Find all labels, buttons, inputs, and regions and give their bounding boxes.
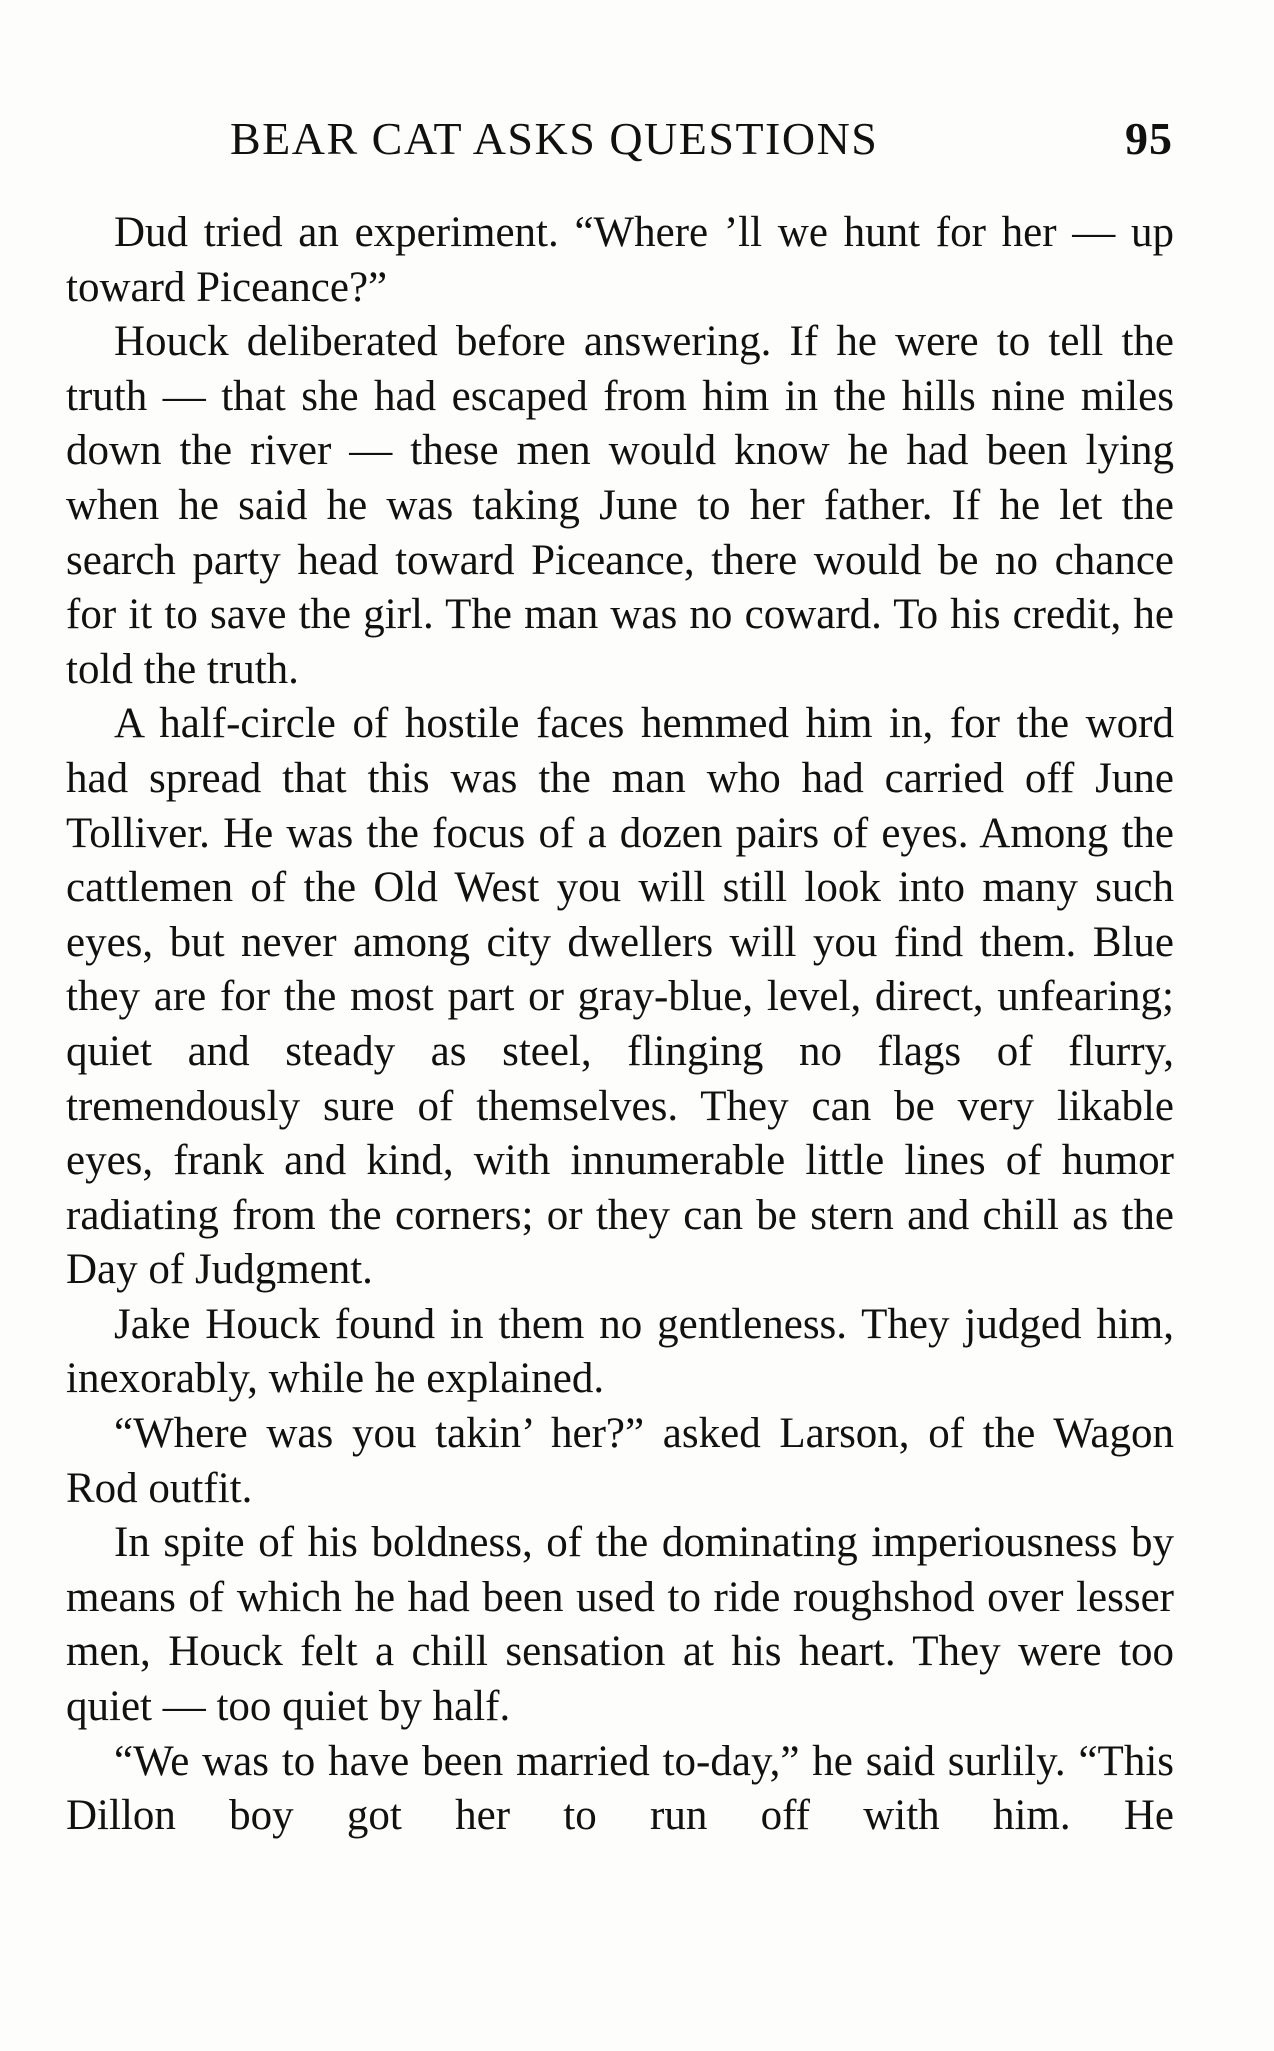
page-number: 95 [1125,113,1173,164]
body-text [66,206,1174,1844]
paragraph: Houck deliberated before answering. If he were to tell the truth — that she had escaped from him in the hills nine miles down the river — these men would know he had been lying when he said he was taking June to her father. If he let the search party head toward Piceance, there would be no chance for it to save the girl. The man was no coward. To his credit, he told the truth. [66,318,1174,693]
paragraph: In spite of his boldness, of the dominating imperiousness by means of which he had been used to ride roughshod over lesser men, Houck felt a chill sensation at his heart. They were too quiet — too quiet by half. [66,1519,1174,1731]
running-head [230,112,1220,172]
paragraph: “Where was you takin’ her?” asked Larson, of the Wagon Rod outfit. [66,1410,1174,1512]
paragraph-continues: “We was to have been married to-day,” he said surlily. “This Dillon boy got her to run off with him. He [66,1737,1174,1840]
running-title: BEAR CAT ASKS QUESTIONS [230,113,879,164]
paragraph: Dud tried an experiment. “Where ’ll we hunt for her — up toward Piceance?” [66,209,1174,311]
paragraph: Jake Houck found in them no gentleness. They judged him, inexorably, while he explained. [66,1300,1174,1403]
paragraph: A half-circle of hostile faces hemmed him in, for the word had spread that this was the man who had carried off June Tolliver. He was the focus of a dozen pairs of eyes. Among the cattlemen of the Old West you will still look into many such eyes, but never among city dwellers will you find them. Blue they are for the most part or gray-blue, level, direct, unfearing; quiet and steady as steel, flinging no flags of flurry, tremendously sure of themselves. They can be very likable eyes, frank and kind, with innumerable little lines of humor radiating from the corners; or they can be stern and chill as the Day of Judgment. [66,700,1174,1294]
